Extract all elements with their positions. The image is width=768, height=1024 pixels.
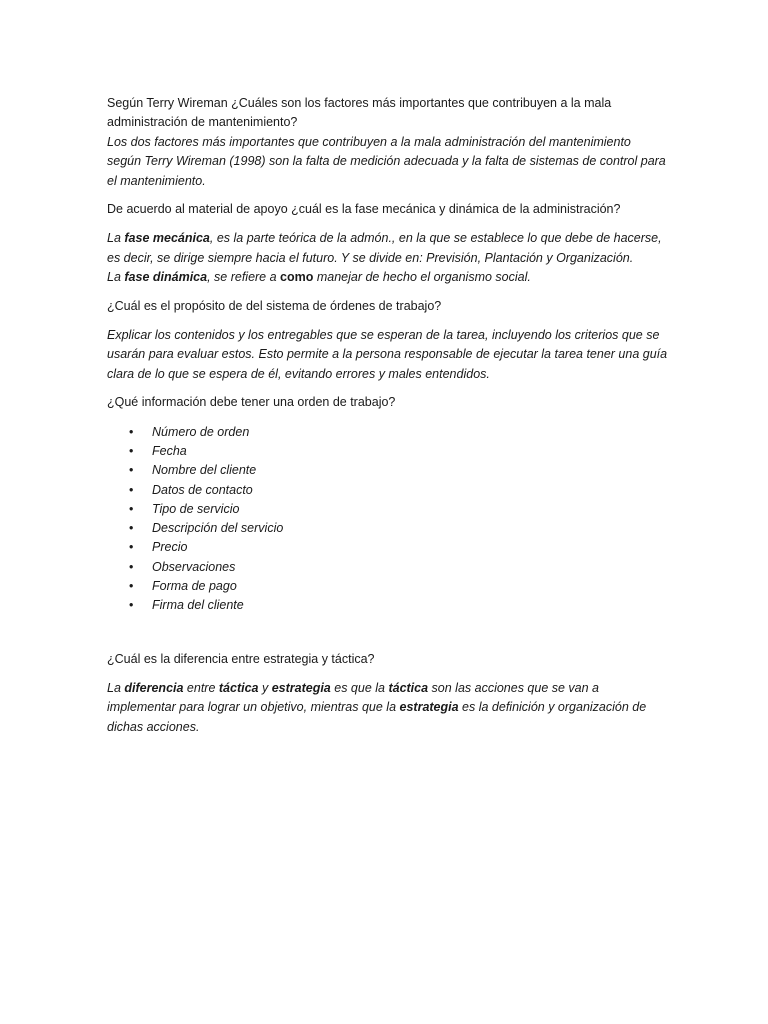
list-item — [107, 596, 668, 615]
list-item — [107, 577, 668, 596]
bullet-icon: • — [129, 482, 134, 497]
list-item-label: Forma de pago — [152, 579, 237, 594]
answer-5-text: entre — [183, 681, 219, 696]
list-item — [107, 558, 668, 577]
list-item-label: Descripción del servicio — [152, 521, 284, 536]
term-tactica: táctica — [388, 681, 429, 696]
answer-5-text: y — [258, 681, 272, 696]
list-item-label: Datos de contacto — [152, 482, 253, 497]
question-1: Según Terry Wireman ¿Cuáles son los factores más importantes que contribuyen a la mala administración de mantenimiento? — [107, 96, 612, 130]
answer-5 — [107, 679, 668, 737]
list-item-label: Firma del cliente — [152, 598, 244, 613]
bullet-icon: • — [129, 521, 134, 536]
answer-2-mecanica — [107, 229, 668, 268]
list-item-label: Nombre del cliente — [152, 463, 257, 478]
question-3: ¿Cuál es el propósito de del sistema de órdenes de trabajo? — [107, 298, 442, 313]
list-item — [107, 461, 668, 480]
answer-2-text: , es la parte teórica de la admón., en la que se establece lo que debe de hacerse, es decir, se dirige siempre hacia el futuro. Y se divide en: Previsión, Plantación y Organización. — [107, 231, 662, 265]
list-item-label: Observaciones — [152, 559, 236, 574]
term-diferencia: diferencia — [124, 681, 184, 696]
bullet-icon: • — [129, 579, 134, 594]
answer-5-text: La — [107, 681, 125, 696]
list-item-label: Tipo de servicio — [152, 501, 240, 516]
question-5: ¿Cuál es la diferencia entre estrategia y táctica? — [107, 651, 375, 666]
bullet-icon: • — [129, 598, 134, 613]
list-item — [107, 442, 668, 461]
bullet-icon: • — [129, 443, 134, 458]
bullet-icon: • — [129, 463, 134, 478]
answer-2-text: La — [107, 270, 125, 285]
list-item — [107, 538, 668, 557]
list-item — [107, 500, 668, 519]
term-fase-mecanica: fase mecánica — [124, 231, 210, 246]
list-item-label: Número de orden — [152, 424, 250, 439]
term-estrategia: estrategia — [399, 700, 459, 715]
question-4: ¿Qué información debe tener una orden de trabajo? — [107, 395, 396, 410]
list-item-label: Fecha — [152, 443, 187, 458]
term-como: como — [280, 270, 314, 285]
term-tactica: táctica — [218, 681, 259, 696]
answer-5-text: es que la — [330, 681, 389, 696]
list-item — [107, 519, 668, 538]
term-estrategia: estrategia — [271, 681, 331, 696]
list-item-label: Precio — [152, 540, 188, 555]
answer-2-text: La — [107, 231, 125, 246]
bullet-icon: • — [129, 559, 134, 574]
bullet-icon: • — [129, 501, 134, 516]
term-fase-dinamica: fase dinámica — [124, 270, 208, 285]
answer-2-text: manejar de hecho el organismo social. — [313, 270, 531, 285]
answer-5-text: es la definición y organización de dichas acciones. — [107, 700, 647, 734]
bullet-icon: • — [129, 540, 134, 555]
work-order-fields-list — [107, 423, 668, 616]
list-item — [107, 423, 668, 442]
question-2: De acuerdo al material de apoyo ¿cuál es la fase mecánica y dinámica de la administración? — [107, 202, 621, 217]
answer-2-dinamica — [107, 268, 668, 287]
answer-1: Los dos factores más importantes que contribuyen a la mala administración del mantenimiento según Terry Wireman (1998) son la falta de medición adecuada y la falta de sistemas de control para el mantenimiento. — [107, 134, 666, 188]
list-item — [107, 481, 668, 500]
answer-2-text: , se refiere a — [207, 270, 281, 285]
answer-3: Explicar los contenidos y los entregables que se esperan de la tarea, incluyendo los criterios que se usarán para evaluar estos. Esto permite a la persona responsable de ejecutar la tarea tener una guía clara de lo que se espera de él, evitando errores y males entendidos. — [107, 328, 668, 381]
answer-5-text: son las acciones que se van a implementar para lograr un objetivo, mientras que la — [107, 681, 600, 715]
bullet-icon: • — [129, 424, 134, 439]
